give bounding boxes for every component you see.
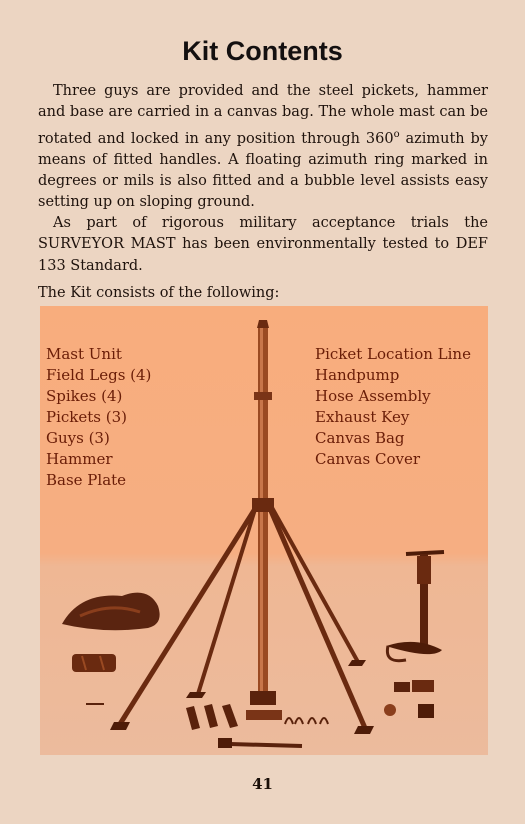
kit-item-guys: Guys (3) xyxy=(46,429,110,447)
page-number: 41 xyxy=(252,775,273,793)
paragraph-kit-intro: The Kit consists of the following: xyxy=(38,285,280,301)
kit-item-hammer: Hammer xyxy=(46,450,113,468)
kit-item-handpump: Handpump xyxy=(315,366,400,384)
kit-item-exhaust-key: Exhaust Key xyxy=(315,408,410,426)
kit-list-left xyxy=(46,344,151,491)
kit-item-spikes: Spikes (4) xyxy=(46,387,123,405)
page-title: Kit Contents xyxy=(182,36,343,66)
paragraph-trials: As part of rigorous military acceptance trials the SURVEYOR MAST has been environmentally tested to DEF 133 Standard. xyxy=(38,215,488,274)
kit-item-canvas-bag: Canvas Bag xyxy=(315,429,405,447)
kit-photo xyxy=(40,306,488,755)
kit-item-mast-unit: Mast Unit xyxy=(46,345,122,363)
kit-item-hose-assembly: Hose Assembly xyxy=(315,387,431,405)
kit-item-pickets: Pickets (3) xyxy=(46,408,127,426)
kit-item-picket-location-line: Picket Location Line xyxy=(315,345,471,363)
kit-list-right xyxy=(315,344,471,470)
paragraph-description xyxy=(38,81,488,214)
paragraph-text-part2: azimuth by means of fitted handles. A floating azimuth ring marked in degrees or mils is also fitted and a bubble level assists easy setting up on sloping ground. xyxy=(38,130,488,211)
paragraph-text-part1: Three guys are provided and the steel pickets, hammer and base are carried in a canvas bag. The whole mast can be rotated and locked in any position through 360 xyxy=(38,83,488,147)
kit-item-field-legs: Field Legs (4) xyxy=(46,366,152,384)
kit-item-canvas-cover: Canvas Cover xyxy=(315,450,420,468)
kit-item-base-plate: Base Plate xyxy=(46,471,127,489)
degree-symbol: o xyxy=(393,128,400,140)
